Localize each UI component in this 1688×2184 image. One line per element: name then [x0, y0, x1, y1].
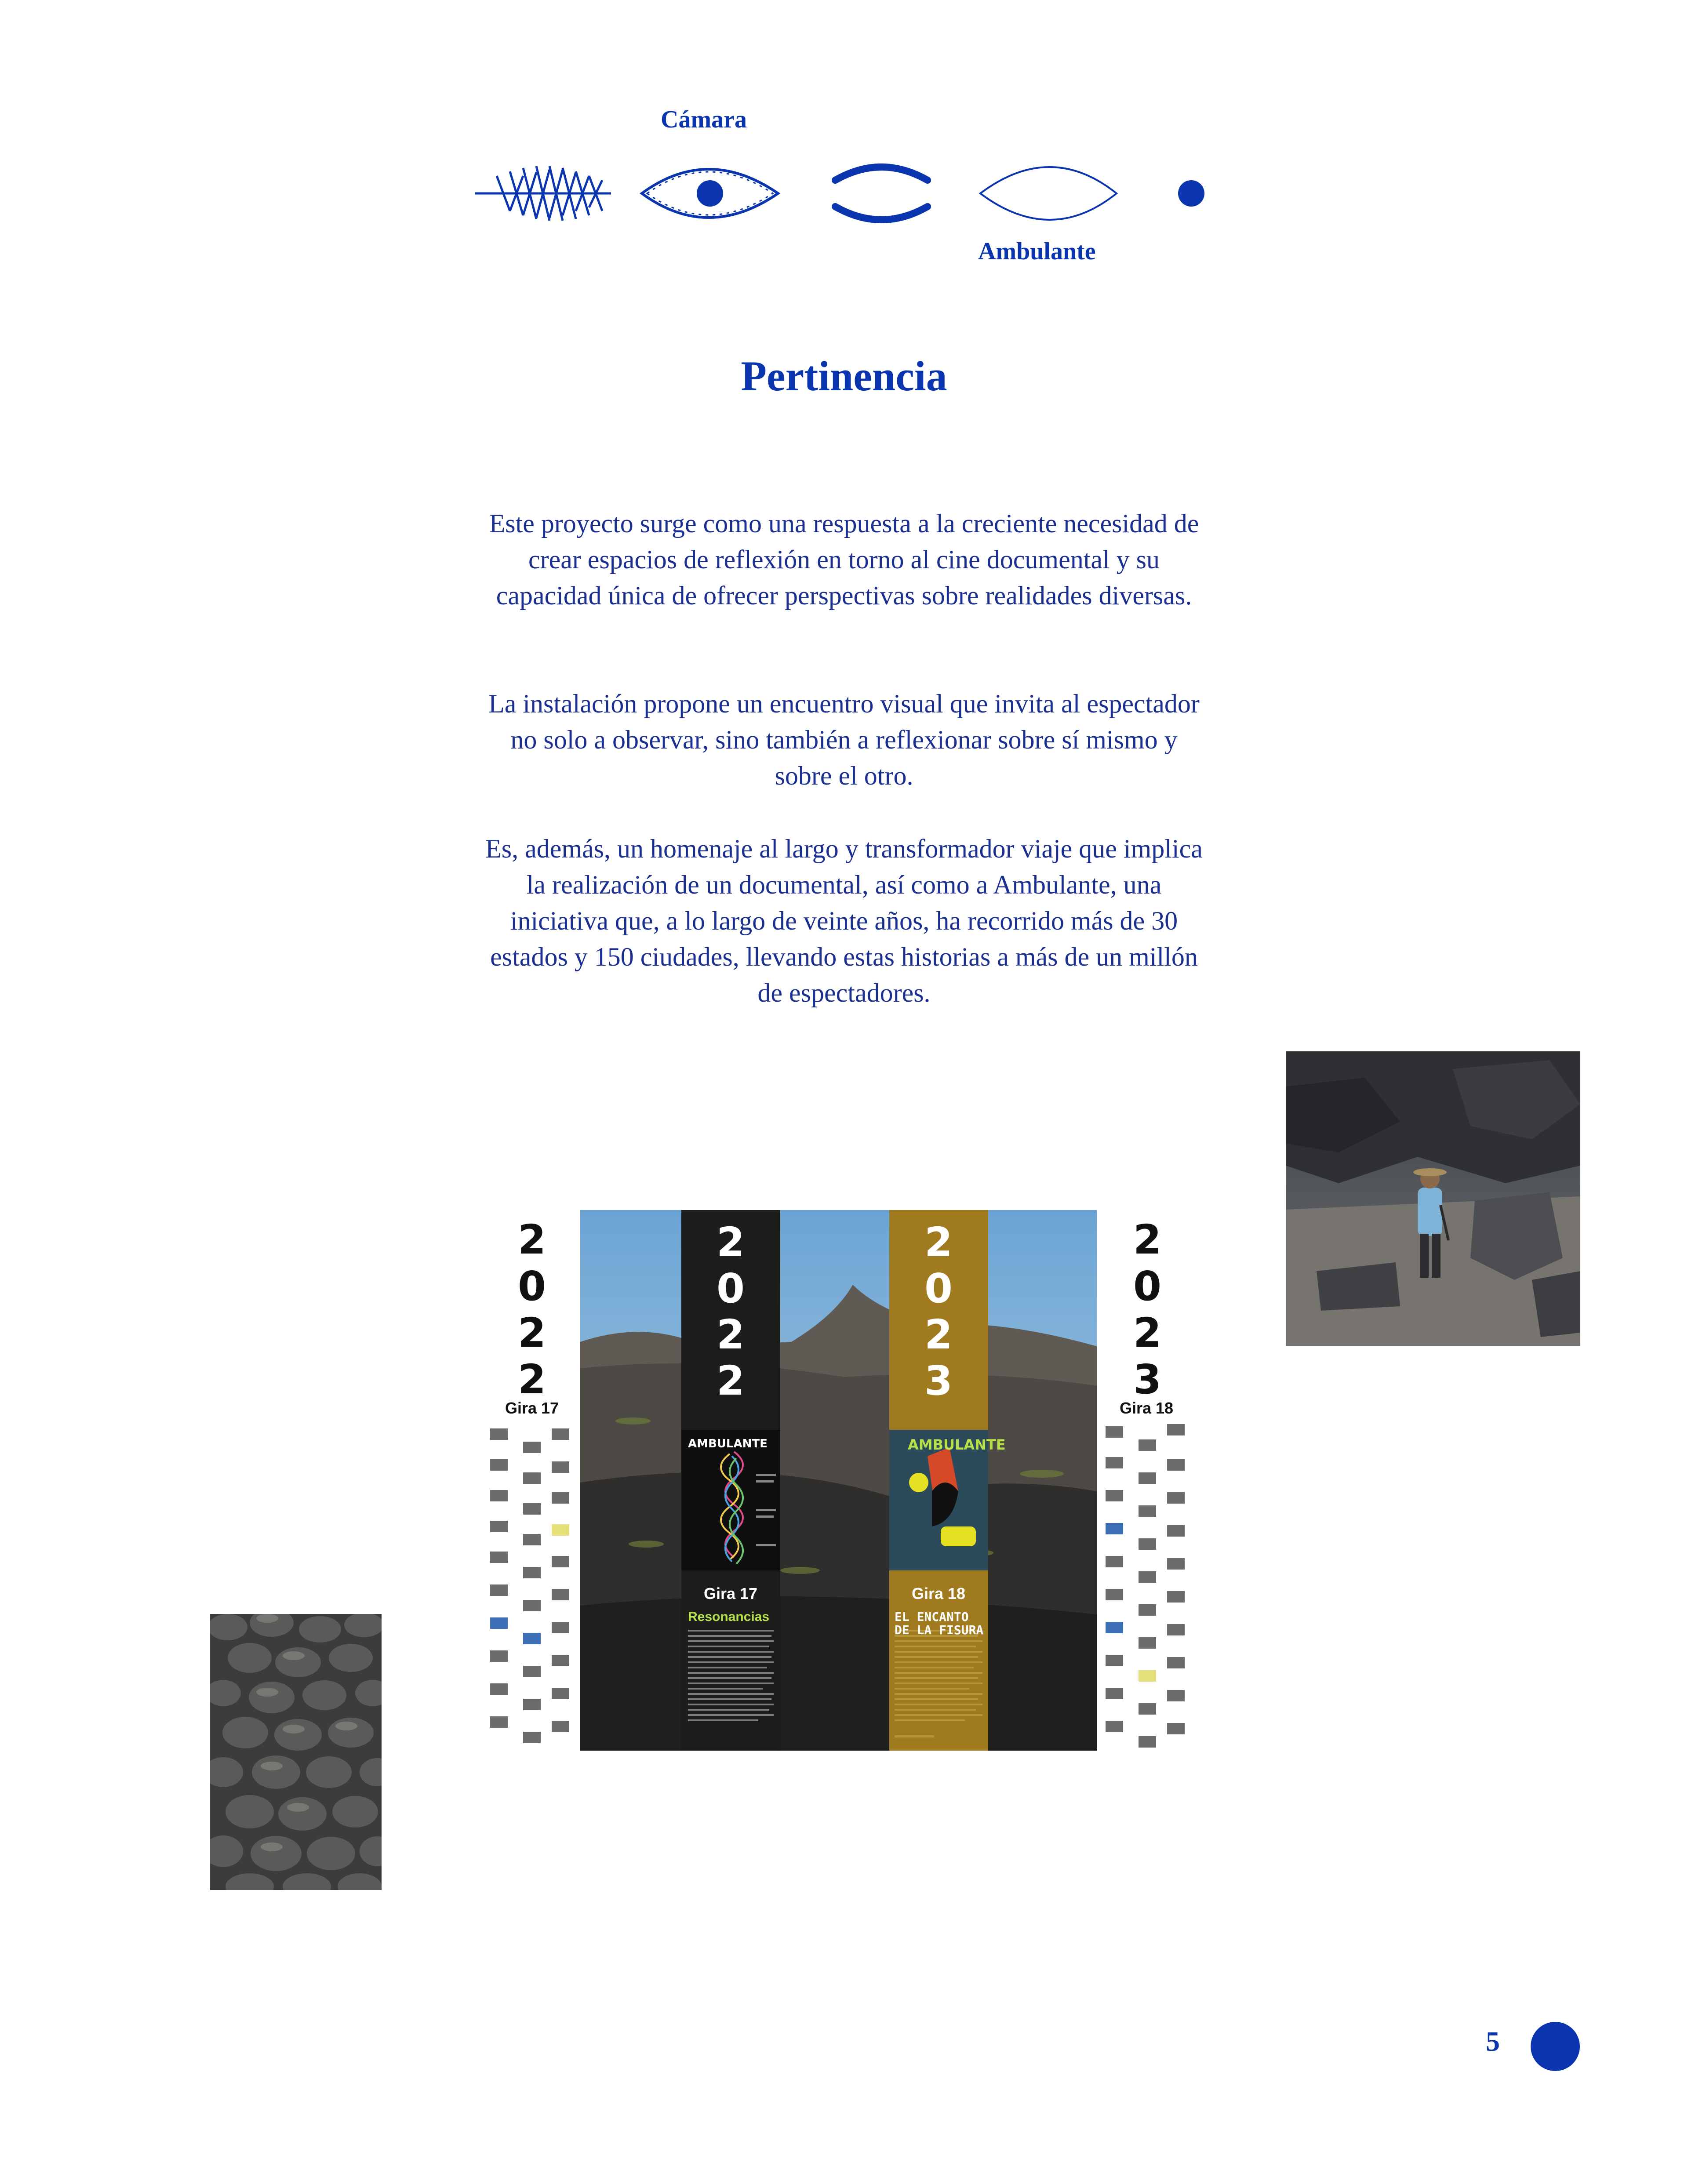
year-digit: 0 [517, 1263, 546, 1310]
year-2023-right [1123, 1217, 1171, 1403]
banner-left-digit: 0 [716, 1265, 745, 1312]
page-dot-icon [1531, 2022, 1580, 2071]
banner-left-digit: 2 [716, 1311, 745, 1358]
ambulante-collage [580, 1210, 1097, 1751]
year-digit: 2 [517, 1309, 546, 1356]
dot-icon [1178, 180, 1204, 207]
paragraph-2: La instalación propone un encuentro visual que invita al espectador no solo a observar, sino también a reflexionar sobre sí mismo y sobre el otro. [488, 689, 1200, 790]
banner-left-section: Resonancias [688, 1610, 770, 1624]
year-digit: 3 [1133, 1356, 1161, 1403]
banner-left-digit: 2 [716, 1219, 745, 1266]
logo-word-camara: Cámara [661, 106, 747, 133]
volcanic-rocks-photo [210, 1614, 382, 1890]
banner-right-digit: 0 [924, 1265, 953, 1312]
camara-ambulante-logo [470, 149, 1218, 237]
gira-17-film-thumbnails [486, 1428, 580, 1745]
year-digit: 2 [1133, 1309, 1161, 1356]
year-digit: 2 [517, 1216, 546, 1263]
gira-17-label: Gira 17 [505, 1399, 559, 1417]
quarry-worker-photo [1286, 1051, 1580, 1346]
year-digit: 2 [1133, 1216, 1161, 1263]
banner-right-gira: Gira 18 [911, 1584, 966, 1603]
banner-right-digit: 2 [924, 1219, 953, 1266]
year-digit: 2 [517, 1356, 546, 1403]
banner-left-digit: 2 [716, 1357, 745, 1404]
eye-icon [642, 169, 778, 218]
gira-18-label: Gira 18 [1119, 1399, 1174, 1417]
banner-right-digit: 3 [924, 1357, 953, 1404]
banner-right-section-2: DE LA FISURA [895, 1623, 984, 1637]
year-digit: 0 [1133, 1263, 1161, 1310]
page-number: 5 [1486, 2026, 1500, 2057]
banner-right-section-1: EL ENCANTO [895, 1610, 969, 1624]
page-title: Pertinencia [741, 352, 947, 400]
banner-right-digit: 2 [924, 1311, 953, 1358]
paragraph-3: Es, además, un homenaje al largo y transformador viaje que implica la realización de un documental, así como a Ambulante, una iniciativa que, a lo largo de veinte años, ha recorrido más de 30 estados y 150 ciudades, llevando estas historias a más de un millón de espectadores. [485, 834, 1203, 1007]
feather-icon [475, 166, 611, 221]
gira-18-film-thumbnails [1101, 1424, 1196, 1749]
logo-word-ambulante: Ambulante [978, 238, 1096, 265]
banner-left-gira: Gira 17 [703, 1584, 758, 1603]
year-2022-left [508, 1217, 556, 1403]
paragraph-1: Este proyecto surge como una respuesta a la creciente necesidad de crear espacios de reflexión en torno al cine documental y su capacidad única de ofrecer perspectivas sobre realidades diversas. [489, 509, 1199, 610]
banner-right-brand: AMBULANTE [908, 1436, 1006, 1453]
brackets-icon [835, 167, 928, 220]
banner-left-brand: AMBULANTE [688, 1437, 768, 1450]
eye-outline-icon [980, 167, 1117, 220]
